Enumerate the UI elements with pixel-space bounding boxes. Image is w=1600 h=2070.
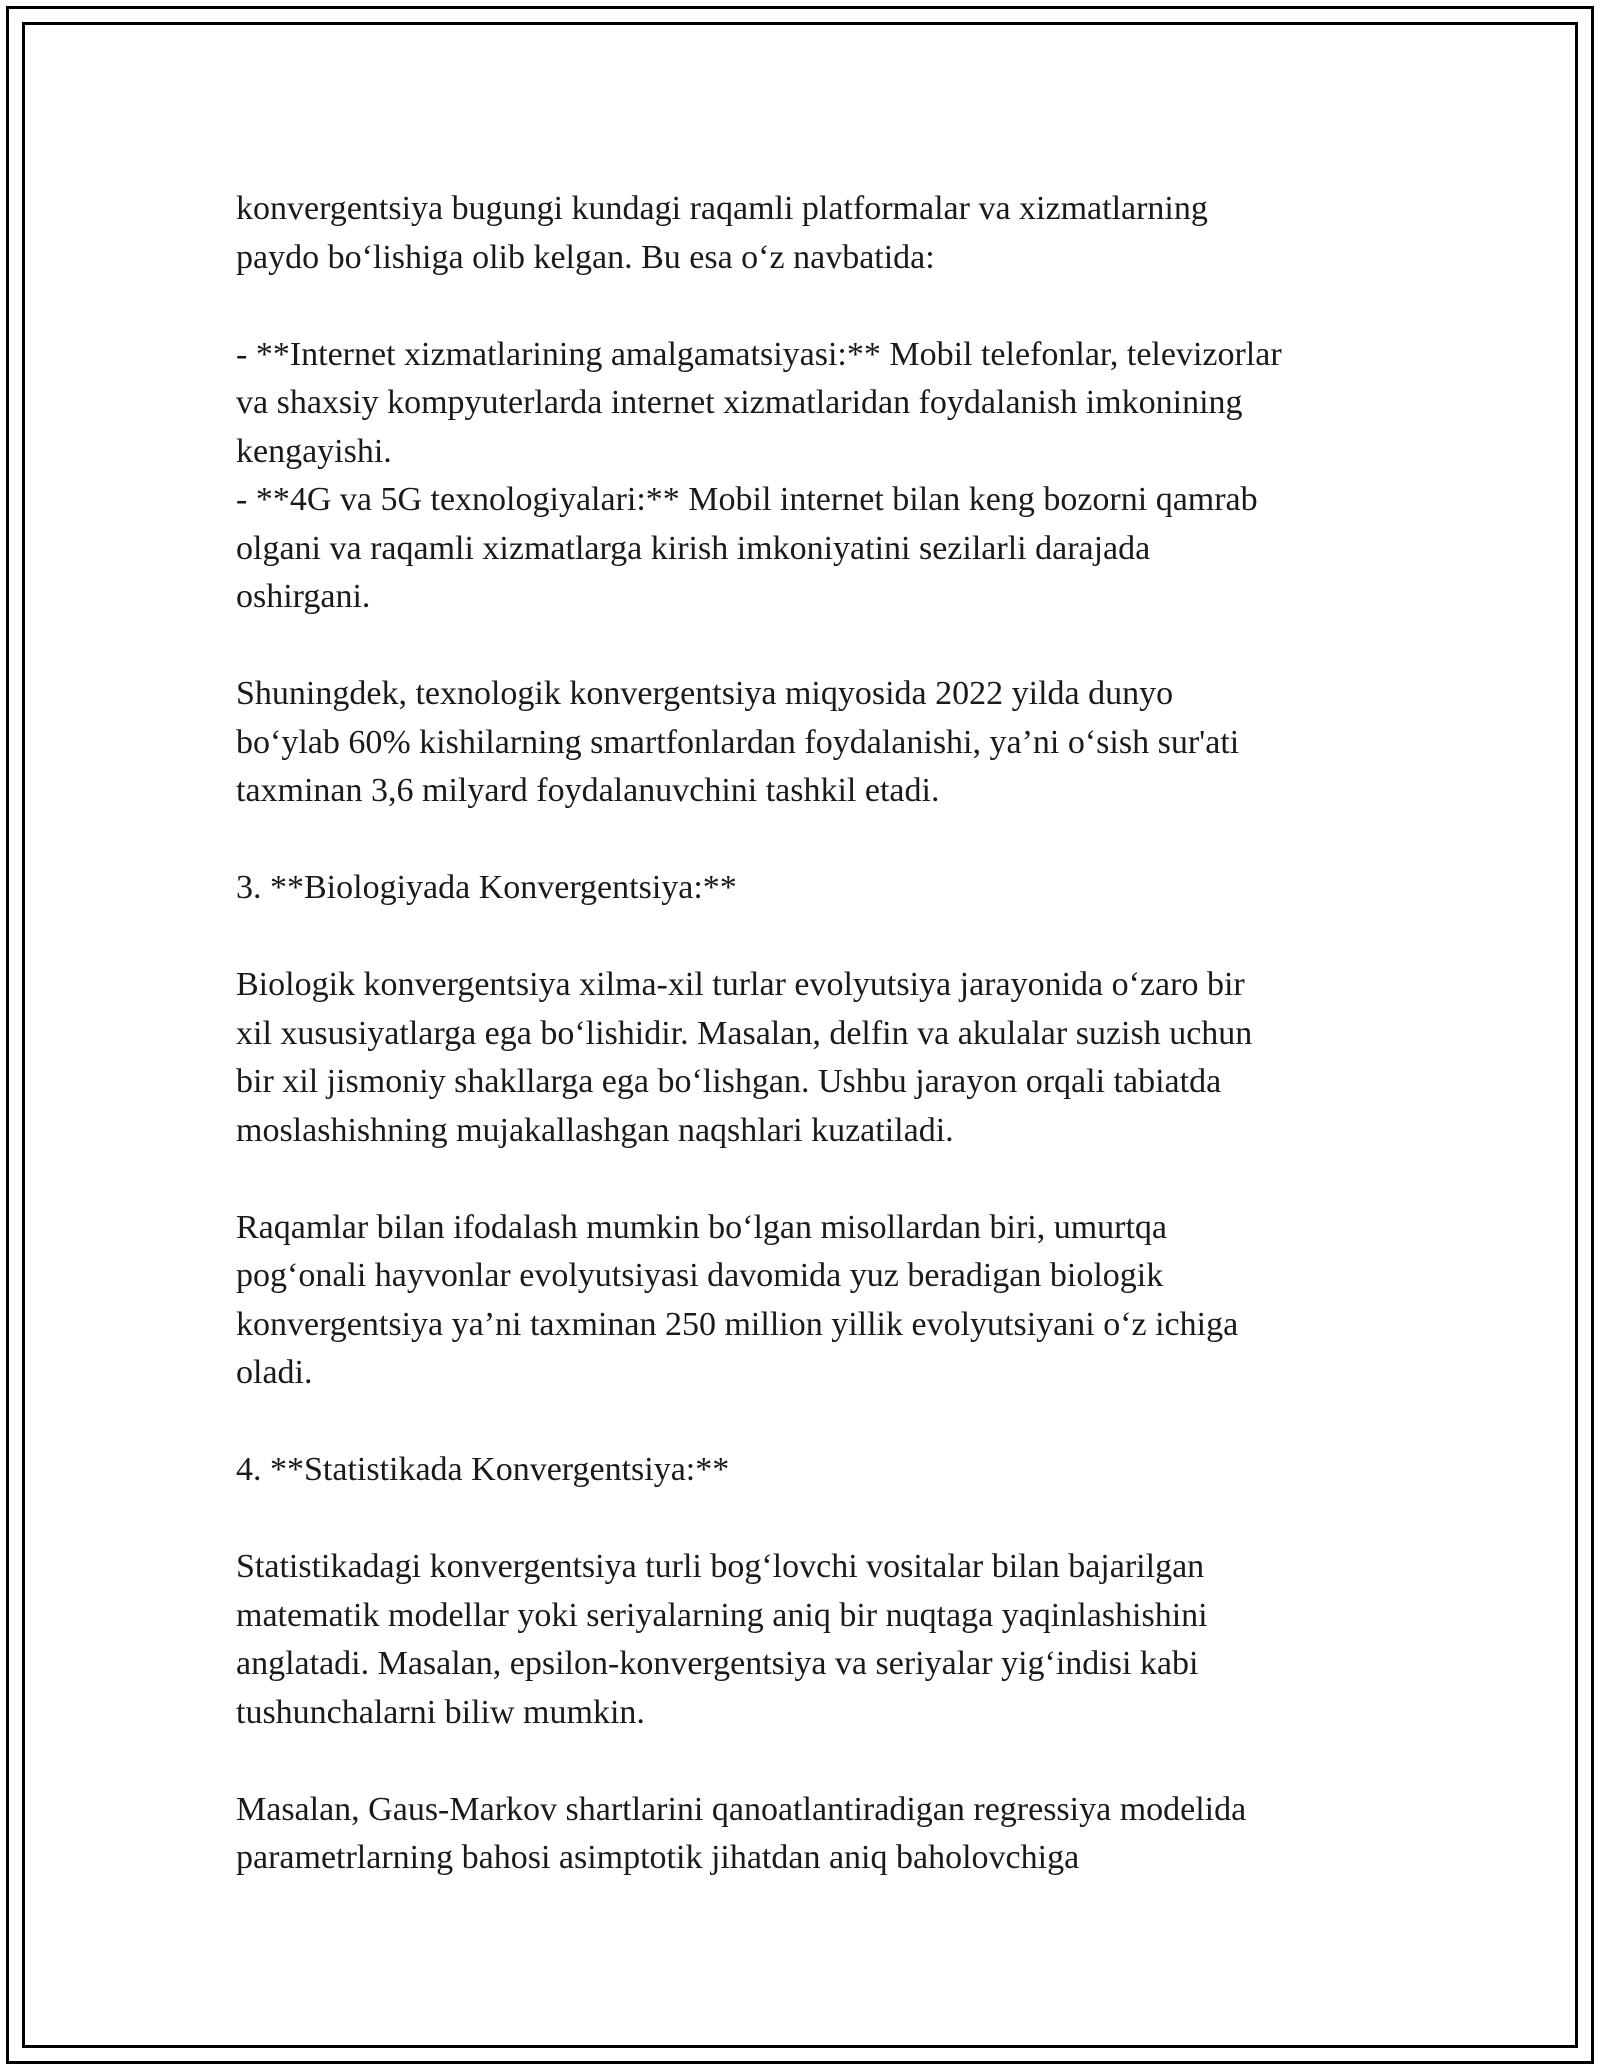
text-line: oladi. <box>236 1354 313 1391</box>
text-line: moslashishning mujakallashgan naqshlari kuzatiladi. <box>236 1111 954 1149</box>
paragraph-spacer <box>236 622 1386 671</box>
paragraph-statistics-1 <box>236 1543 1386 1737</box>
text-line: parametrlarning bahosi asimptotik jihatdan aniq baholovchiga <box>236 1839 1080 1876</box>
paragraph-biology-2 <box>236 1204 1386 1398</box>
paragraph-spacer <box>236 1737 1386 1786</box>
text-line: Shuningdek, texnologik konvergentsiya miqyosida 2022 yilda dunyo <box>236 675 1174 712</box>
paragraph-spacer <box>236 816 1386 865</box>
text-line: Statistikadagi konvergentsiya turli bog‘lovchi vositalar bilan bajarilgan <box>236 1548 1205 1585</box>
text-line: konvergentsiya ya’ni taxminan 250 million yillik evolyutsiyani o‘z ichiga <box>236 1305 1239 1343</box>
text-line: olgani va raqamli xizmatlarga kirish imkoniyatini sezilarli darajada <box>236 529 1151 567</box>
text-line: bir xil jismoniy shakllarga ega bo‘lishgan. Ushbu jarayon orqali tabiatda <box>236 1063 1222 1100</box>
text-line: pog‘onali hayvonlar evolyutsiyasi davomida yuz beradigan biologik <box>236 1257 1164 1294</box>
text-line: konvergentsiya bugungi kundagi raqamli platformalar va xizmatlarning <box>236 190 1208 227</box>
bullet-line: - **Internet xizmatlarining amalgamatsiyasi:** Mobil telefonlar, televizorlar <box>236 335 1282 373</box>
text-line: Masalan, Gaus-Markov shartlarini qanoatlantiradigan regressiya modelida <box>236 1790 1247 1828</box>
paragraph-spacer <box>236 1155 1386 1204</box>
text-line: tushunchalarni biliw mumkin. <box>236 1693 645 1731</box>
text-line: bo‘ylab 60% kishilarning smartfonlardan foydalanishi, ya’ni o‘sish sur'ati <box>236 723 1240 761</box>
text-line: va shaxsiy kompyuterlarda internet xizmatlaridan foydalanish imkonining <box>236 384 1243 421</box>
text-line: Raqamlar bilan ifodalash mumkin bo‘lgan misollardan biri, umurtqa <box>236 1208 1168 1246</box>
paragraph-biology-1 <box>236 961 1386 1155</box>
paragraph-intro <box>236 185 1386 282</box>
heading-line: 4. **Statistikada Konvergentsiya:** <box>236 1451 730 1488</box>
text-line: Biologik konvergentsiya xilma-xil turlar evolyutsiya jarayonida o‘zaro bir <box>236 966 1245 1003</box>
document-body <box>236 185 1386 1883</box>
paragraph-spacer <box>236 282 1386 331</box>
text-line: oshirgani. <box>236 578 371 615</box>
section-heading-statistics <box>236 1446 1386 1495</box>
text-line: matematik modellar yoki seriyalarning aniq bir nuqtaga yaqinlashishini <box>236 1596 1208 1634</box>
bullet-line: - **4G va 5G texnologiyalari:** Mobil internet bilan keng bozorni qamrab <box>236 481 1258 518</box>
text-line: kengayishi. <box>236 432 392 470</box>
heading-line: 3. **Biologiyada Konvergentsiya:** <box>236 869 737 906</box>
paragraph-spacer <box>236 1398 1386 1447</box>
paragraph-spacer <box>236 1495 1386 1544</box>
text-line: paydo bo‘lishiga olib kelgan. Bu esa o‘z navbatida: <box>236 238 935 276</box>
section-heading-biology <box>236 864 1386 913</box>
paragraph-spacer <box>236 913 1386 962</box>
paragraph-tech-stats <box>236 670 1386 816</box>
paragraph-bullets <box>236 331 1386 622</box>
text-line: anglatadi. Masalan, epsilon-konvergentsiya va seriyalar yig‘indisi kabi <box>236 1645 1199 1682</box>
text-line: xil xususiyatlarga ega bo‘lishidir. Masalan, delfin va akulalar suzish uchun <box>236 1014 1253 1052</box>
text-line: taxminan 3,6 milyard foydalanuvchini tashkil etadi. <box>236 772 940 809</box>
paragraph-statistics-2 <box>236 1786 1386 1883</box>
